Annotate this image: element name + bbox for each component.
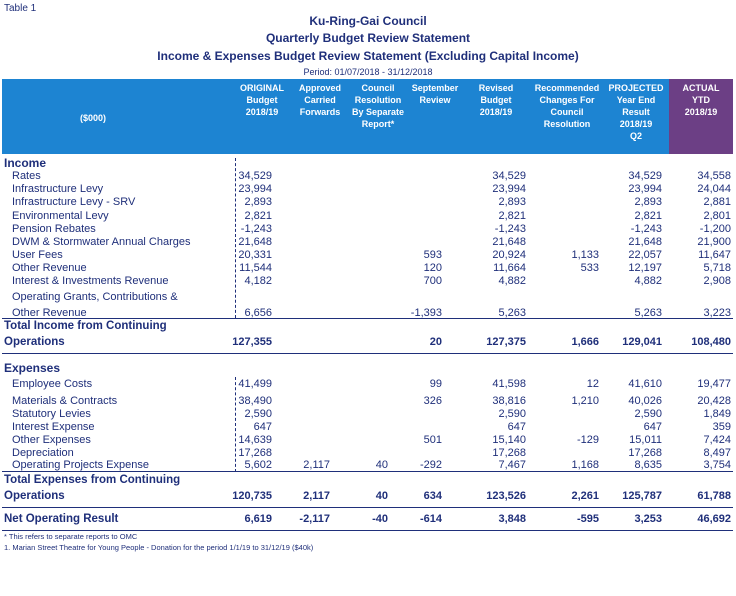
column-header-line: Review (419, 95, 451, 105)
cell-value: 2,881 (703, 196, 731, 208)
cell-value: 2,908 (703, 275, 731, 287)
column-header-line (350, 130, 406, 142)
column-header-line: Result (622, 107, 650, 117)
expense-row (0, 421, 736, 434)
cell-value: 5,263 (634, 307, 662, 319)
cell-value: 34,529 (628, 170, 662, 182)
row-label: Total Expenses from Continuing (4, 474, 181, 486)
row-label: Operations (4, 336, 65, 348)
cell-value: 5,718 (703, 262, 731, 274)
cell-value: 127,355 (232, 336, 272, 348)
separator-line (2, 471, 733, 472)
footnote: * This refers to separate reports to OMC (4, 532, 138, 541)
column-header-line: 2018/19 (479, 107, 513, 117)
row-label: Other Revenue (12, 307, 87, 319)
income-total-row (0, 336, 736, 349)
column-header (470, 82, 522, 142)
cell-value: 2,117 (303, 490, 330, 502)
column-header-line (671, 130, 731, 142)
cell-value: 359 (712, 421, 731, 433)
column-header-line (406, 106, 464, 118)
row-label: Depreciation (12, 447, 74, 459)
cell-value: 22,057 (628, 249, 662, 261)
column-header-line (292, 118, 348, 130)
column-header-line: Revised (478, 83, 514, 93)
column-header-line (232, 118, 292, 130)
column-header (292, 82, 348, 142)
row-label: User Fees (12, 249, 63, 261)
cell-value: 3,848 (498, 513, 526, 525)
period-label: Period: 01/07/2018 - 31/12/2018 (303, 67, 433, 77)
row-label: Pension Rebates (12, 223, 96, 235)
cell-value: -1,243 (630, 223, 662, 235)
cell-value: 2,590 (634, 408, 662, 420)
cell-value: 123,526 (486, 490, 526, 502)
cell-value: 501 (423, 434, 442, 446)
cell-value: 2,801 (703, 210, 731, 222)
cell-value: 2,821 (244, 210, 272, 222)
separator-line (2, 530, 733, 531)
cell-value: 127,375 (486, 336, 526, 348)
council-title: Ku-Ring-Gai Council (309, 14, 427, 28)
column-header-line (531, 130, 603, 142)
cell-value: 1,849 (703, 408, 731, 420)
row-label: Other Revenue (12, 262, 87, 274)
cell-value: 61,788 (697, 490, 731, 502)
cell-value: 12,197 (628, 262, 662, 274)
row-label: Infrastructure Levy - SRV (12, 196, 136, 208)
cell-value: 1,666 (571, 336, 599, 348)
cell-value: 533 (580, 262, 599, 274)
column-header-line (470, 130, 522, 142)
income-row (0, 236, 736, 249)
column-header (531, 82, 603, 142)
cell-value: 15,011 (629, 434, 662, 446)
cell-value: 21,648 (628, 236, 662, 248)
cell-value: 19,477 (697, 378, 731, 390)
income-row (0, 223, 736, 236)
cell-value: 34,529 (492, 170, 526, 182)
column-header-line (406, 118, 464, 130)
column-header-line: Changes For (539, 95, 595, 105)
cell-value: 647 (507, 421, 526, 433)
column-header-line (470, 118, 522, 130)
column-header-line: Resolution (543, 119, 591, 129)
cell-value: 20,331 (238, 249, 272, 261)
cell-value: 2,893 (244, 196, 272, 208)
table-label: Table 1 (4, 3, 37, 14)
expense-row (0, 434, 736, 447)
cell-value: 647 (253, 421, 272, 433)
cell-value: 2,893 (634, 196, 662, 208)
cell-value: 5,263 (498, 307, 526, 319)
cell-value: 1,210 (571, 395, 599, 407)
cell-value: 11,544 (239, 262, 272, 274)
cell-value: 20,428 (697, 395, 731, 407)
column-header-line: Forwards (299, 107, 341, 117)
cell-value: 21,648 (492, 236, 526, 248)
income-row (0, 183, 736, 196)
column-header-line: Council (550, 107, 584, 117)
row-label: Statutory Levies (12, 408, 91, 420)
column-header-line: Resolution (354, 95, 402, 105)
unit-label: ($000) (80, 113, 107, 123)
cell-value: 21,900 (697, 236, 731, 248)
cell-value: 593 (423, 249, 442, 261)
cell-value: 7,467 (498, 459, 526, 471)
row-label: Materials & Contracts (12, 395, 118, 407)
separator-line (2, 353, 733, 354)
row-label: Interest Expense (12, 421, 95, 433)
income-row (0, 249, 736, 262)
cell-value: 8,497 (703, 447, 731, 459)
cell-value: -614 (419, 513, 442, 525)
column-header-line: By Separate (351, 107, 405, 117)
cell-value: -40 (372, 513, 388, 525)
column-header-line (232, 130, 292, 142)
cell-value: 41,499 (238, 378, 272, 390)
cell-value: 108,480 (691, 336, 731, 348)
cell-value: 2,590 (244, 408, 272, 420)
cell-value: 17,268 (628, 447, 662, 459)
cell-value: -1,393 (410, 307, 442, 319)
row-label: Employee Costs (12, 378, 93, 390)
column-divider (235, 377, 236, 472)
column-header-line: YTD (692, 95, 710, 105)
income-row (0, 210, 736, 223)
income-row (0, 196, 736, 209)
row-label: Operating Grants, Contributions & (12, 291, 178, 303)
cell-value: 23,994 (628, 183, 662, 195)
cell-value: 23,994 (492, 183, 526, 195)
column-header-line: Budget (480, 95, 512, 105)
column-header-line: September (411, 83, 459, 93)
cell-value: 34,558 (697, 170, 731, 182)
cell-value: 3,223 (703, 307, 731, 319)
column-header-line: ORIGINAL (240, 83, 284, 93)
cell-value: 2,821 (634, 210, 662, 222)
row-label: Interest & Investments Revenue (12, 275, 169, 287)
cell-value: 125,787 (622, 490, 662, 502)
column-header-line (671, 118, 731, 130)
column-header-line: PROJECTED (608, 83, 664, 93)
column-divider (235, 158, 236, 318)
cell-value: 129,041 (622, 336, 662, 348)
column-header-line: 2018/19 (619, 119, 653, 129)
cell-value: 2,821 (498, 210, 526, 222)
cell-value: 4,882 (634, 275, 662, 287)
cell-value: -292 (419, 459, 442, 471)
cell-value: 34,529 (238, 170, 272, 182)
row-label: Rates (12, 170, 41, 182)
income-row (0, 275, 736, 288)
column-header-line: 2018/19 (245, 107, 279, 117)
cell-value: 40 (375, 459, 388, 471)
cell-value: 3,253 (634, 513, 662, 525)
column-header-line: Recommended (534, 83, 600, 93)
expense-row (0, 408, 736, 421)
column-header-line (292, 130, 348, 142)
cell-value: 14,639 (238, 434, 272, 446)
cell-value: 41,598 (492, 378, 526, 390)
footnote: 1. Marian Street Theatre for Young People - Donation for the period 1/1/19 to 31/12/19 ($40k) (4, 543, 314, 552)
column-header-line: Year End (616, 95, 656, 105)
cell-value: -129 (576, 434, 599, 446)
expense-row (0, 395, 736, 408)
cell-value: 1,168 (571, 459, 599, 471)
column-header-line: Approved (298, 83, 341, 93)
column-header-line: Budget (246, 95, 278, 105)
cell-value: 20 (429, 336, 442, 348)
column-header (671, 82, 731, 142)
cell-value: 326 (423, 395, 442, 407)
cell-value: -1,243 (494, 223, 526, 235)
cell-value: 4,182 (244, 275, 272, 287)
column-header-line: 2018/19 (684, 107, 718, 117)
cell-value: 41,610 (628, 378, 662, 390)
cell-value: 3,754 (703, 459, 731, 471)
column-header (605, 82, 667, 142)
cell-value: 46,692 (697, 513, 731, 525)
cell-value: 120 (423, 262, 442, 274)
income-section-title: Income (4, 156, 47, 170)
cell-value: 7,424 (703, 434, 731, 446)
cell-value: 17,268 (492, 447, 526, 459)
column-header (406, 82, 464, 142)
cell-value: 700 (423, 275, 442, 287)
column-header-line: Q2 (629, 131, 642, 141)
cell-value: 38,816 (492, 395, 526, 407)
cell-value: -1,243 (240, 223, 272, 235)
cell-value: 15,140 (492, 434, 526, 446)
separator-line (2, 507, 733, 508)
column-header (232, 82, 292, 142)
expense-total-row (0, 490, 736, 503)
cell-value: 2,590 (498, 408, 526, 420)
cell-value: 40,026 (628, 395, 662, 407)
row-label: Infrastructure Levy (12, 183, 104, 195)
column-header-line: ACTUAL (682, 83, 720, 93)
separator-line (2, 318, 733, 319)
cell-value: 21,648 (238, 236, 272, 248)
cell-value: 634 (423, 490, 442, 502)
cell-value: -2,117 (299, 513, 330, 525)
cell-value: 4,882 (498, 275, 526, 287)
cell-value: 11,647 (698, 249, 731, 261)
row-label: Operating Projects Expense (12, 459, 149, 471)
cell-value: 40 (375, 490, 388, 502)
cell-value: 38,490 (238, 395, 272, 407)
column-header (350, 82, 406, 142)
cell-value: 647 (643, 421, 662, 433)
row-label: Other Expenses (12, 434, 91, 446)
income-total-row (0, 320, 736, 333)
cell-value: 2,893 (498, 196, 526, 208)
cell-value: 20,924 (492, 249, 526, 261)
income-row (0, 170, 736, 183)
expenses-section-title: Expenses (4, 361, 61, 375)
column-header-line: Council (361, 83, 395, 93)
column-header-line: Report* (361, 119, 395, 129)
expense-row (0, 378, 736, 391)
row-label: Environmental Levy (12, 210, 109, 222)
income-row (0, 291, 736, 304)
column-header-line: Carried (304, 95, 336, 105)
cell-value: -595 (576, 513, 599, 525)
cell-value: 2,117 (303, 459, 330, 471)
row-label: Net Operating Result (4, 513, 119, 525)
cell-value: 6,619 (244, 513, 272, 525)
cell-value: 24,044 (697, 183, 731, 195)
cell-value: 99 (429, 378, 442, 390)
cell-value: -1,200 (699, 223, 731, 235)
row-label: Operations (4, 490, 65, 502)
cell-value: 11,664 (493, 262, 526, 274)
statement-subtitle: Income & Expenses Budget Review Statement (Excluding Capital Income) (157, 49, 579, 63)
income-row (0, 262, 736, 275)
statement-title: Quarterly Budget Review Statement (265, 31, 471, 45)
cell-value: 6,656 (244, 307, 272, 319)
cell-value: 17,268 (238, 447, 272, 459)
cell-value: 8,635 (634, 459, 662, 471)
cell-value: 12 (586, 378, 599, 390)
cell-value: 5,602 (244, 459, 272, 471)
column-header-line (406, 130, 464, 142)
row-label: Total Income from Continuing (4, 320, 167, 332)
cell-value: 23,994 (238, 183, 272, 195)
expense-total-row (0, 474, 736, 487)
cell-value: 1,133 (571, 249, 599, 261)
cell-value: 2,261 (571, 490, 599, 502)
cell-value: 120,735 (232, 490, 272, 502)
net-result-row (0, 513, 736, 526)
row-label: DWM & Stormwater Annual Charges (12, 236, 191, 248)
